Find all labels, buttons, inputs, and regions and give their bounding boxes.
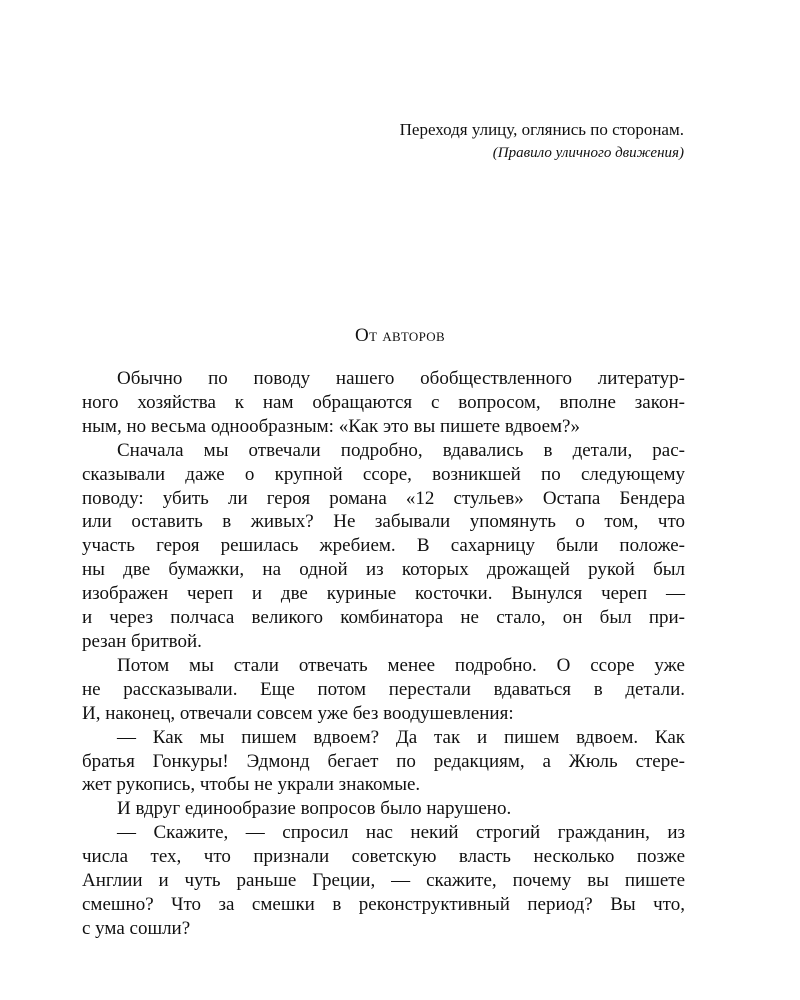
paragraph <box>82 654 685 726</box>
text-line: — Скажите, — спросил нас некий строгий гражданин, из <box>117 822 685 844</box>
text-line: ным, но весьма однообразным: «Как это вы пишете вдвоем?» <box>82 415 580 437</box>
text-line: Потом мы стали отвечать менее подробно. О ссоре уже <box>117 654 685 676</box>
paragraph <box>82 367 685 439</box>
text-line: поводу: убить ли героя романа «12 стульев» Остапа Бендера <box>82 487 685 509</box>
text-line: не рассказывали. Еще потом перестали вдаваться в детали. <box>82 678 685 700</box>
text-line: или оставить в живых? Не забывали упомянуть о том, что <box>82 511 685 533</box>
text-line: участь героя решилась жребием. В сахарницу были положе- <box>82 535 685 557</box>
text-line: Англии и чуть раньше Греции, — скажите, почему вы пишете <box>82 870 685 892</box>
paragraph <box>82 821 685 941</box>
chapter-title-text: От авторов <box>355 325 445 346</box>
text-line: — Как мы пишем вдвоем? Да так и пишем вдвоем. Как <box>117 726 685 748</box>
text-line: и через полчаса великого комбинатора не стало, он был при- <box>82 607 685 629</box>
text-line: резан бритвой. <box>82 630 202 652</box>
text-line: братья Гонкуры! Эдмонд бегает по редакциям, а Жюль стере- <box>82 750 685 772</box>
chapter-title <box>0 322 800 350</box>
text-line: ны две бумажки, на одной из которых дрожащей рукой был <box>82 559 685 581</box>
paragraph <box>82 797 685 821</box>
paragraph <box>82 439 685 654</box>
epigraph <box>300 118 684 164</box>
body-text <box>82 367 685 941</box>
text-line: изображен череп и две куриные косточки. Вынулся череп — <box>82 583 685 605</box>
text-line: смешно? Что за смешки в реконструктивный период? Вы что, <box>82 893 685 915</box>
epigraph-text: Переходя улицу, оглянись по сторонам. <box>399 120 684 139</box>
text-line: с ума сошли? <box>82 917 191 939</box>
text-line: Сначала мы отвечали подробно, вдавались в детали, рас- <box>117 439 685 461</box>
text-line: И, наконец, отвечали совсем уже без воодушевления: <box>82 702 514 724</box>
text-line: ного хозяйства к нам обращаются с вопросом, вполне закон- <box>82 391 685 413</box>
text-line: сказывали даже о крупной ссоре, возникшей по следующему <box>82 463 685 485</box>
epigraph-source: (Правило уличного движения) <box>492 145 684 161</box>
text-line: И вдруг единообразие вопросов было нарушено. <box>117 798 512 820</box>
paragraph <box>82 726 685 798</box>
text-line: Обычно по поводу нашего обобществленного литератур- <box>117 368 685 389</box>
text-line: числа тех, что признали советскую власть несколько позже <box>82 846 685 868</box>
text-line: жет рукопись, чтобы не украли знакомые. <box>82 774 421 796</box>
